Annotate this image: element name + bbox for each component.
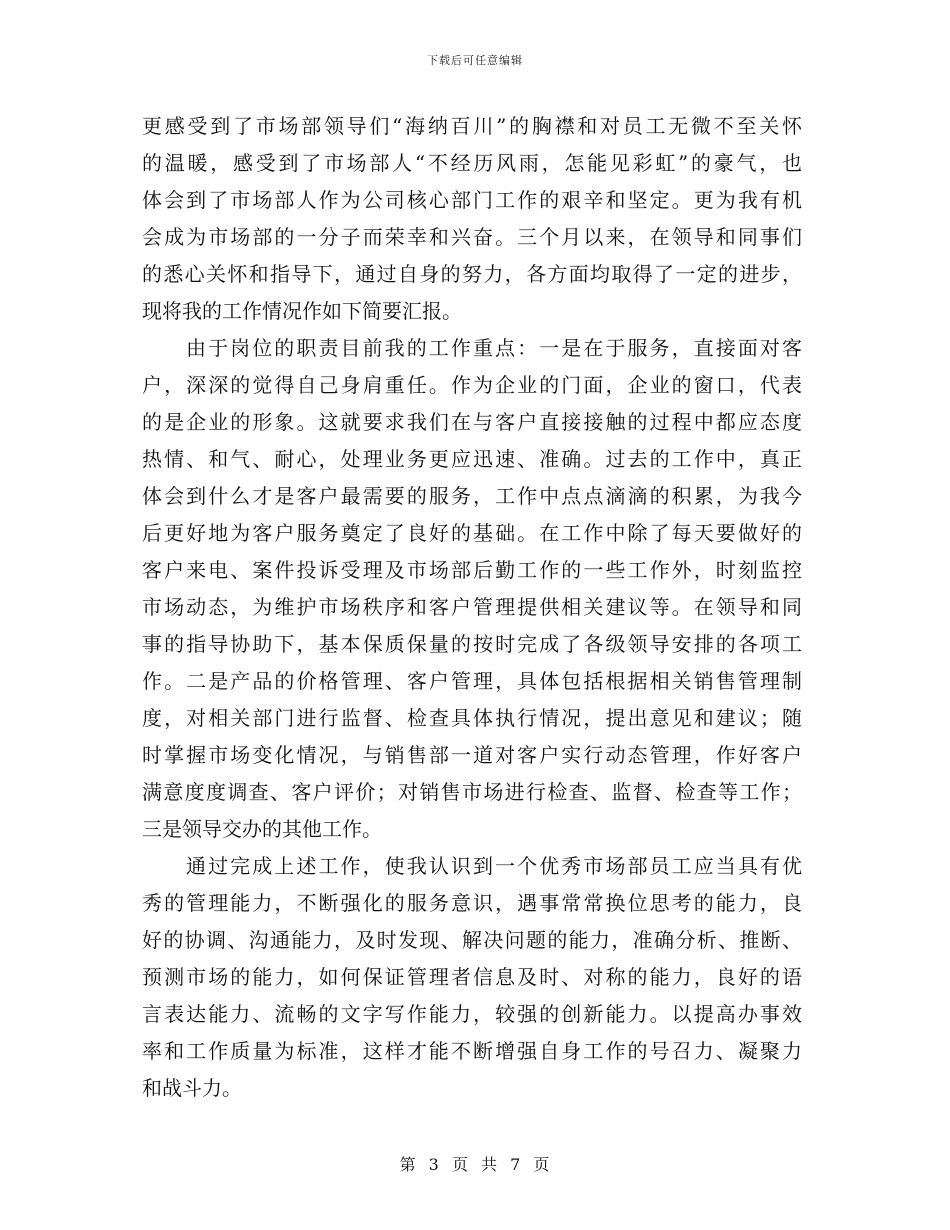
text-line: 现将我的工作情况作如下简要汇报。 [142, 299, 462, 323]
document-body [142, 108, 802, 1107]
paragraph-first-line: 通过完成上述工作，使我认识到一个优秀市场部员工应当具有优 [186, 854, 802, 878]
text-line: 的悉心关怀和指导下，通过自身的努力，各方面均取得了一定的进步， [142, 262, 802, 286]
text-line: 体会到什么才是客户最需要的服务，工作中点点滴滴的积累，为我今 [142, 484, 802, 508]
paragraph-first-line: 由于岗位的职责目前我的工作重点：一是在于服务，直接面对客 [186, 336, 802, 360]
text-line: 市场动态，为维护市场秩序和客户管理提供相关建议等。在领导和同 [142, 595, 802, 619]
text-line: 时掌握市场变化情况，与销售部一道对客户实行动态管理，作好客户 [142, 743, 802, 767]
text-line: 热情、和气、耐心，处理业务更应迅速、准确。过去的工作中，真正 [142, 447, 802, 471]
text-line: 率和工作质量为标准，这样才能不断增强自身工作的号召力、凝聚力 [142, 1039, 802, 1063]
text-line: 户，深深的觉得自己身肩重任。作为企业的门面，企业的窗口，代表 [142, 373, 802, 397]
text-line: 度，对相关部门进行监督、检查具体执行情况，提出意见和建议；随 [142, 706, 802, 730]
text-line: 秀的管理能力，不断强化的服务意识，遇事常常换位思考的能力，良 [142, 891, 802, 915]
text-line: 作。二是产品的价格管理、客户管理，具体包括根据相关销售管理制 [142, 669, 802, 693]
text-line: 体会到了市场部人作为公司核心部门工作的艰辛和坚定。更为我有机 [142, 188, 802, 212]
text-line: 和战斗力。 [142, 1076, 242, 1100]
text-line: 后更好地为客户服务奠定了良好的基础。在工作中除了每天要做好的 [142, 521, 802, 545]
page-header: 下载后可任意编辑 [427, 54, 523, 67]
text-line: 三是领导交办的其他工作。 [142, 817, 382, 841]
page-number: 第 3 页 共 7 页 [399, 1155, 551, 1174]
text-line: 满意度度调查、客户评价；对销售市场进行检查、监督、检查等工作； [142, 780, 802, 804]
text-line: 客户来电、案件投诉受理及市场部后勤工作的一些工作外，时刻监控 [142, 558, 802, 582]
text-line: 好的协调、沟通能力，及时发现、解决问题的能力，准确分析、推断、 [142, 928, 802, 952]
text-line: 事的指导协助下，基本保质保量的按时完成了各级领导安排的各项工 [142, 632, 802, 656]
text-line: 的温暖，感受到了市场部人“不经历风雨，怎能见彩虹”的豪气，也 [142, 151, 802, 175]
text-line: 的是企业的形象。这就要求我们在与客户直接接触的过程中都应态度 [142, 410, 802, 434]
text-line: 言表达能力、流畅的文字写作能力，较强的创新能力。以提高办事效 [142, 1002, 802, 1026]
text-line: 更感受到了市场部领导们“海纳百川”的胸襟和对员工无微不至关怀 [142, 114, 802, 138]
text-line: 会成为市场部的一分子而荣幸和兴奋。三个月以来，在领导和同事们 [142, 225, 802, 249]
text-line: 预测市场的能力，如何保证管理者信息及时、对称的能力，良好的语 [142, 965, 802, 989]
